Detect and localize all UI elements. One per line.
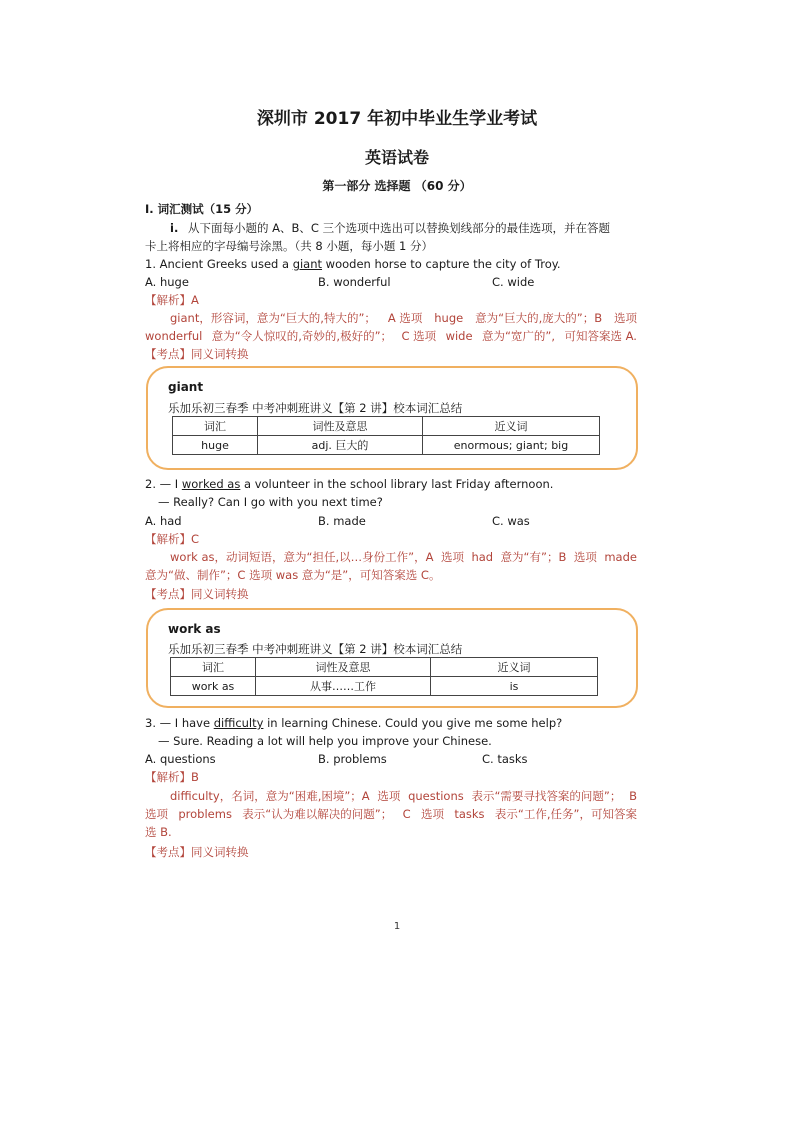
- q3-analysis-line-3: 选 B.: [145, 825, 172, 839]
- question-3-reply: — Sure. Reading a lot will help you improve your Chinese.: [158, 734, 492, 748]
- instruction-text-1: 从下面每小题的 A、B、C 三个选项中选出可以替换划线部分的最佳选项，并在答题: [187, 221, 611, 235]
- instruction-line-2: 卡上将相应的字母编号涂黑。（共 8 小题，每小题 1 分）: [145, 239, 434, 253]
- q3-analysis: [145, 787, 637, 841]
- q1-analysis: [145, 309, 637, 345]
- q2-analysis: [145, 548, 637, 584]
- underlined-word: difficulty: [213, 716, 264, 730]
- q2-analysis-line-2: 意为“做、制作”；C 选项 was 意为“是”，可知答案选 C。: [145, 568, 441, 582]
- q2-analysis-line-1: work as，动词短语，意为“担任,以…身份工作”，A 选项 had 意为“有”；B 选项 made: [170, 550, 637, 564]
- exam-title: 深圳市 2017 年初中毕业生学业考试: [256, 109, 538, 129]
- section-heading: I. 词汇测试（15 分）: [145, 202, 259, 216]
- q3-option-c: C. tasks: [482, 752, 528, 766]
- q2-point: 【考点】同义词转换: [145, 587, 249, 601]
- vocab-table-row: huge adj. 巨大的 enormous; giant; big: [173, 436, 600, 455]
- q1-answer: 【解析】A: [145, 293, 199, 307]
- q3-answer: 【解析】B: [145, 770, 199, 784]
- vocab-box-subtitle: 乐加乐初三春季 中考冲刺班讲义【第 2 讲】校本词汇总结: [168, 642, 463, 656]
- underlined-word: giant: [292, 257, 323, 271]
- q1-point: 【考点】同义词转换: [145, 347, 249, 361]
- instruction-line-1: [170, 220, 610, 236]
- q1-analysis-line-1: giant，形容词，意为“巨大的,特大的”； A 选项 huge 意为“巨大的,庞大的”；B 选项: [170, 311, 637, 325]
- part-heading: 第一部分 选择题 （60 分）: [322, 179, 472, 193]
- q2-answer: 【解析】C: [145, 532, 200, 546]
- q2-option-c: C. was: [492, 514, 530, 528]
- vocab-box-word: work as: [168, 622, 221, 636]
- vocab-box-giant: [146, 366, 638, 470]
- q3-option-a: A. questions: [145, 752, 216, 766]
- q2-option-b: B. made: [318, 514, 366, 528]
- q1-option-a: A. huge: [145, 275, 189, 289]
- underlined-word: worked as: [181, 477, 241, 491]
- question-3-stem: 3. — I have difficulty in learning Chinese. Could you give me some help?: [145, 716, 563, 730]
- q2-option-a: A. had: [145, 514, 182, 528]
- q3-option-b: B. problems: [318, 752, 387, 766]
- page-number: 1: [393, 921, 401, 932]
- q1-option-b: B. wonderful: [318, 275, 391, 289]
- vocab-table-header: 词汇 词性及意思 近义词: [173, 417, 600, 436]
- q3-analysis-line-1: difficulty，名词，意为“困难,困境”；A 选项 questions 表示“需要寻找答案的问题”； B: [170, 789, 637, 803]
- vocab-table-row: work as 从事……工作 is: [171, 677, 598, 696]
- vocab-box-word: giant: [168, 380, 204, 394]
- instruction-prefix: i.: [170, 221, 179, 235]
- vocab-table-header: 词汇 词性及意思 近义词: [171, 658, 598, 677]
- q1-analysis-line-2: wonderful 意为“令人惊叹的,奇妙的,极好的”； C 选项 wide 意为“宽广的”, 可知答案选 A.: [145, 329, 637, 343]
- vocab-box-subtitle: 乐加乐初三春季 中考冲刺班讲义【第 2 讲】校本词汇总结: [168, 401, 463, 415]
- question-2-reply: — Really? Can I go with you next time?: [158, 495, 383, 509]
- vocab-table: [172, 416, 600, 455]
- exam-subtitle: 英语试卷: [364, 148, 429, 167]
- q3-analysis-line-2: 选项 problems 表示“认为难以解决的问题”； C 选项 tasks 表示“工作,任务”，可知答案: [145, 807, 637, 821]
- vocab-box-work-as: [146, 608, 638, 708]
- q1-option-c: C. wide: [492, 275, 535, 289]
- question-1-stem: 1. Ancient Greeks used a giant wooden horse to capture the city of Troy.: [145, 257, 561, 271]
- vocab-table: [170, 657, 598, 696]
- q3-point: 【考点】同义词转换: [145, 845, 249, 859]
- question-2-stem: 2. — I worked as a volunteer in the school library last Friday afternoon.: [145, 477, 554, 491]
